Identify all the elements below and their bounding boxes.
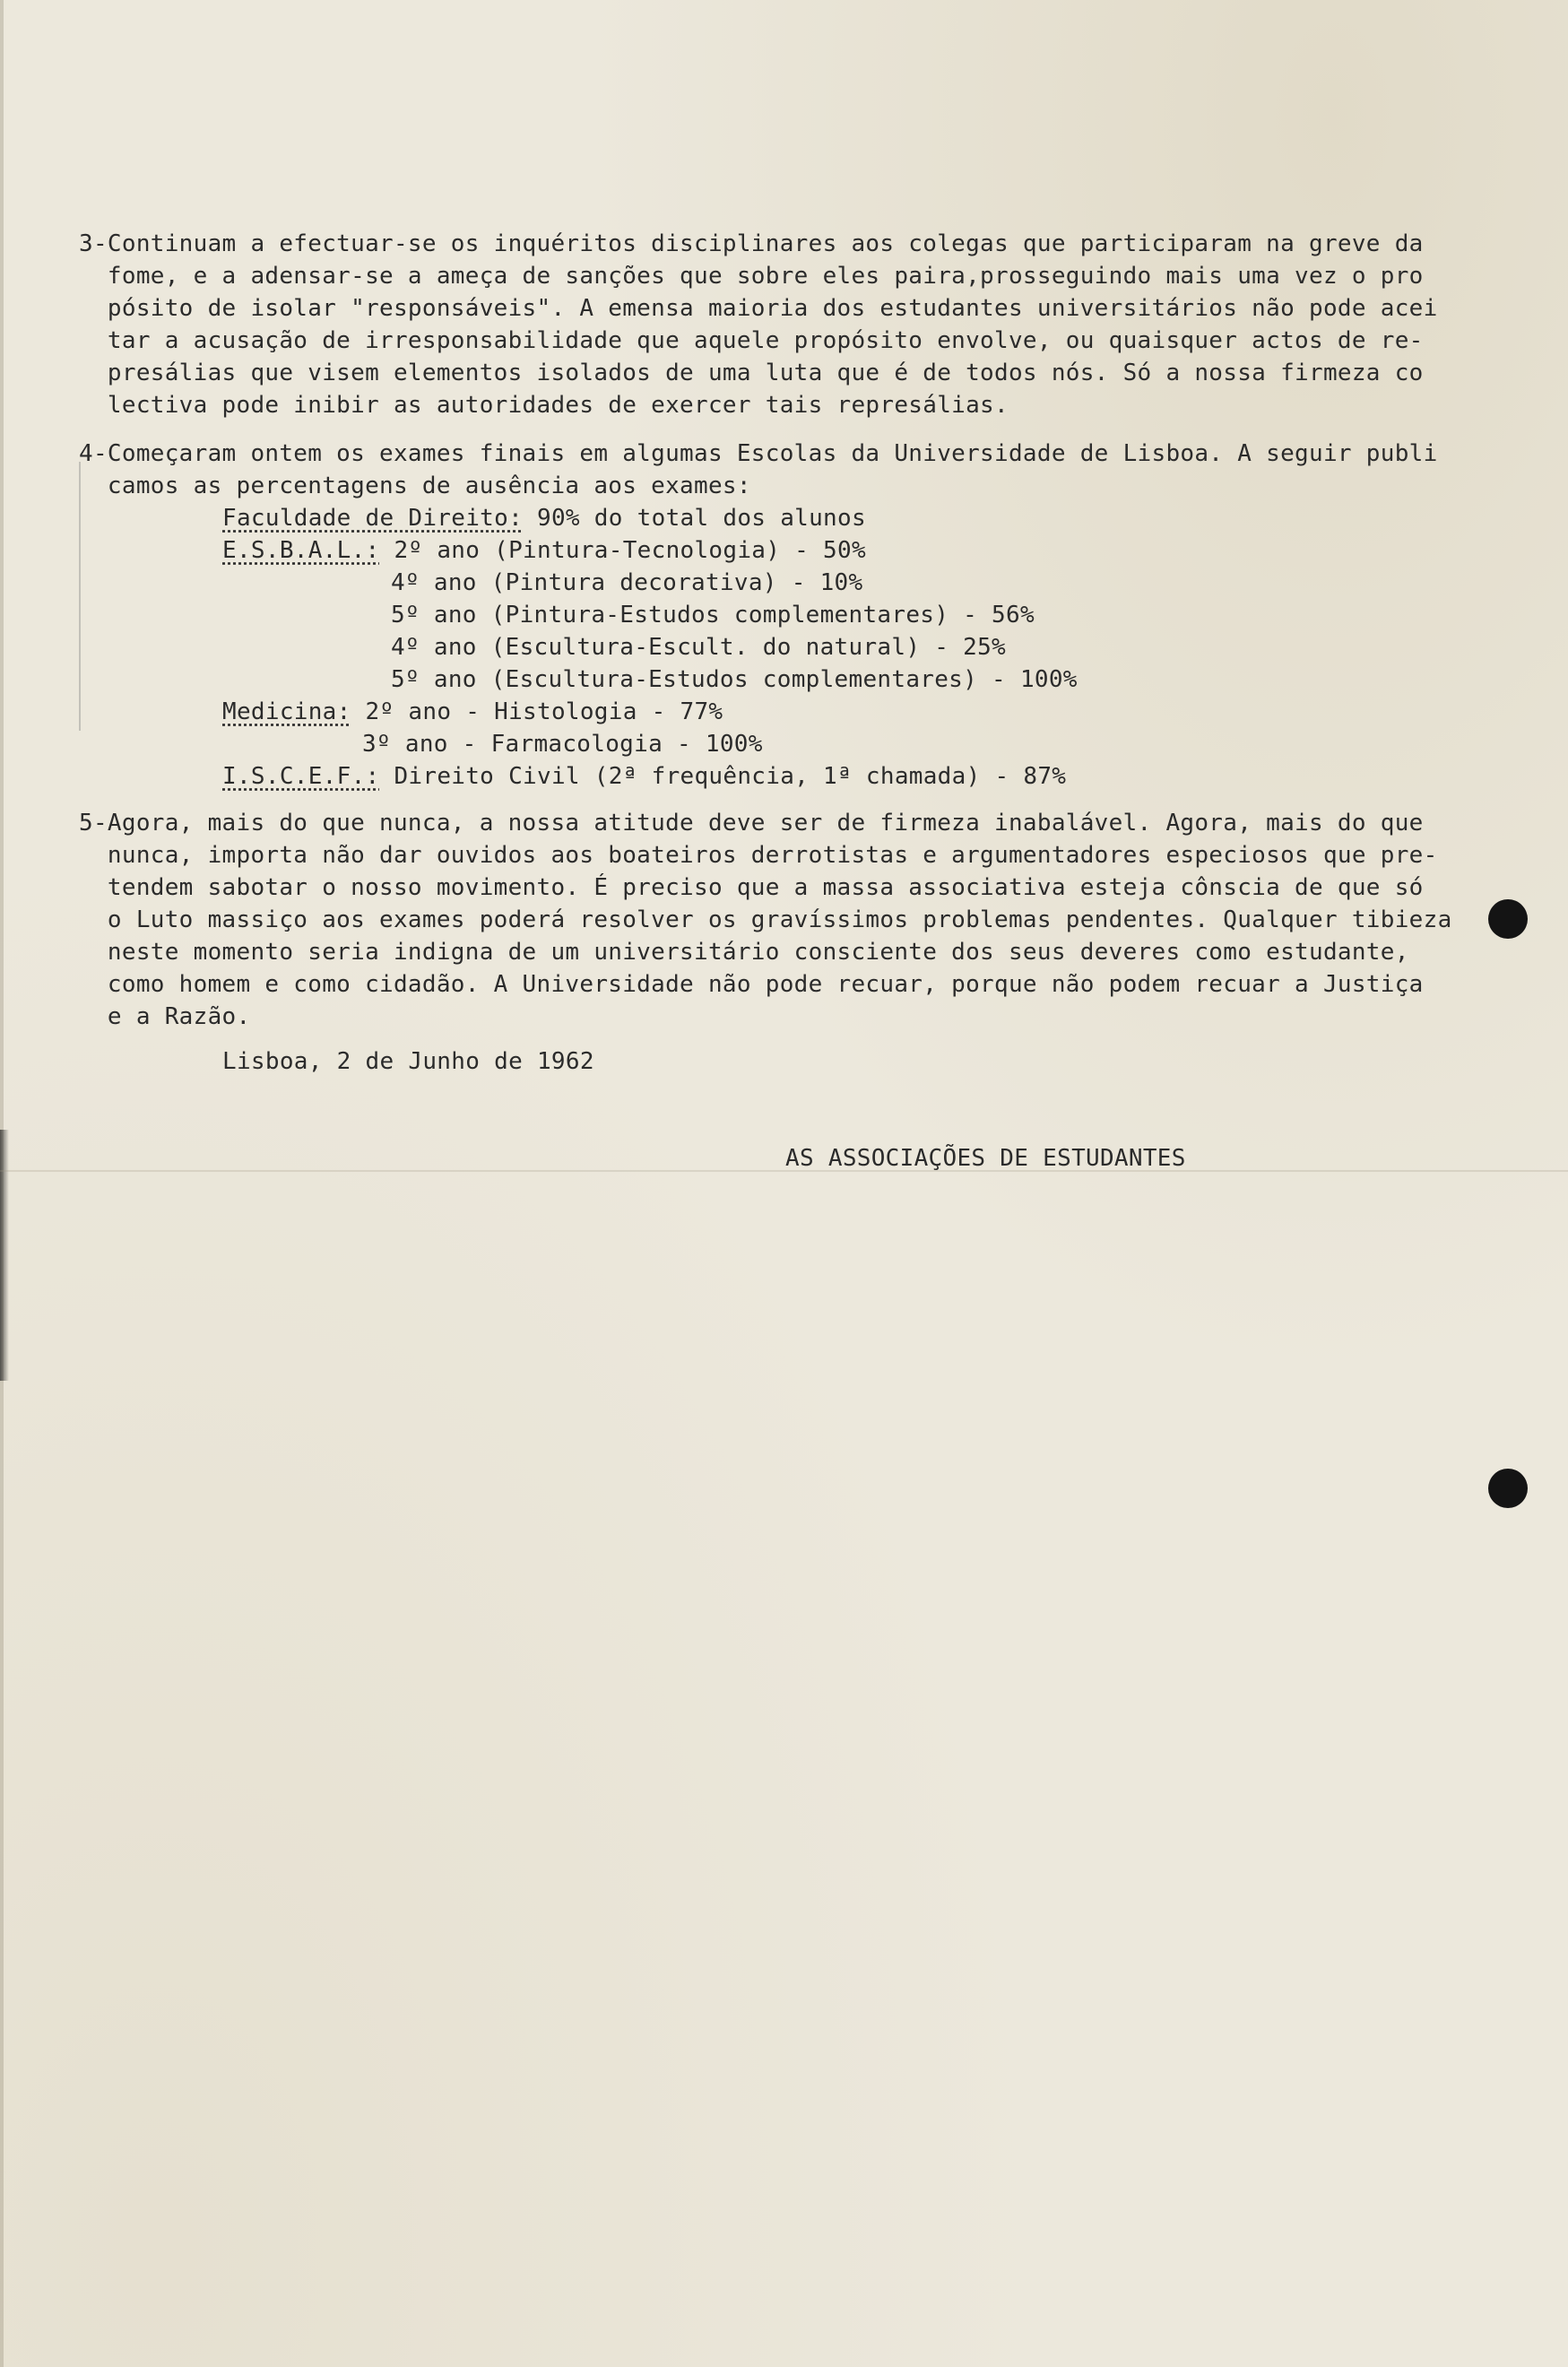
item-5-line: o Luto massiço aos exames poderá resolver os gravíssimos problemas pendentes. Qualquer tibieza	[79, 906, 1452, 933]
margin-rule	[79, 462, 81, 731]
item-5-line: como homem e como cidadão. A Universidade não pode recuar, porque não podem recuar a Justiça	[79, 971, 1424, 998]
faculdade-direito-row	[222, 502, 866, 534]
esbal-entry: 2º ano (Pintura-Tecnologia) - 50%	[379, 537, 866, 564]
faculdade-direito-label: Faculdade de Direito:	[222, 505, 524, 532]
medicina-label: Medicina:	[222, 698, 351, 725]
item-5-line: e a Razão.	[79, 1003, 251, 1030]
esbal-entry: 4º ano (Escultura-Escult. do natural) - 25%	[391, 634, 1006, 661]
item-4-line: 4-Começaram ontem os exames finais em algumas Escolas da Universidade de Lisboa. A seguir publi	[79, 440, 1438, 467]
faculdade-direito-value: 90% do total dos alunos	[523, 505, 866, 532]
medicina-row	[222, 696, 723, 728]
item-3-line: 3-Continuam a efectuar-se os inquéritos disciplinares aos colegas que participaram na greve da	[79, 230, 1424, 257]
date-line: Lisboa, 2 de Junho de 1962	[222, 1048, 594, 1075]
iscef-row	[222, 760, 1066, 793]
punch-hole-bottom	[1488, 1469, 1528, 1508]
esbal-entry: 5º ano (Escultura-Estudos complementares) - 100%	[391, 666, 1078, 693]
medicina-entry: 3º ano - Farmacologia - 100%	[362, 731, 763, 758]
esbal-row	[222, 534, 866, 567]
item-3-line: tar a acusação de irresponsabilidade que aquele propósito envolve, ou quaisquer actos de re-	[79, 327, 1424, 354]
esbal-entry: 5º ano (Pintura-Estudos complementares) - 56%	[391, 602, 1035, 629]
item-3-line: pósito de isolar "responsáveis". A emensa maioria dos estudantes universitários não pode acei	[79, 295, 1438, 322]
item-3-line: presálias que visem elementos isolados de uma luta que é de todos nós. Só a nossa firmeza co	[79, 360, 1424, 386]
item-5-line: nunca, importa não dar ouvidos aos boateiros derrotistas e argumentadores especiosos que pre-	[79, 842, 1438, 869]
iscef-label: I.S.C.E.F.:	[222, 763, 380, 790]
item-5-line: 5-Agora, mais do que nunca, a nossa atitude deve ser de firmeza inabalável. Agora, mais do que	[79, 810, 1424, 837]
esbal-entry: 4º ano (Pintura decorativa) - 10%	[391, 569, 863, 596]
item-4-line: camos as percentagens de ausência aos exames:	[79, 473, 751, 499]
iscef-value: Direito Civil (2ª frequência, 1ª chamada) - 87%	[379, 763, 1067, 790]
item-5-line: neste momento seria indigna de um universitário consciente dos seus deveres como estudante,	[79, 939, 1409, 966]
item-3-line: lectiva pode inibir as autoridades de exercer tais represálias.	[79, 392, 1009, 419]
item-5-line: tendem sabotar o nosso movimento. É preciso que a massa associativa esteja cônscia de que só	[79, 874, 1424, 901]
item-3-line: fome, e a adensar-se a ameça de sanções que sobre eles paira,prosseguindo mais uma vez o pro	[79, 263, 1424, 290]
esbal-label: E.S.B.A.L.:	[222, 537, 380, 564]
signature: AS ASSOCIAÇÕES DE ESTUDANTES	[785, 1145, 1186, 1172]
medicina-entry: 2º ano - Histologia - 77%	[351, 698, 723, 725]
